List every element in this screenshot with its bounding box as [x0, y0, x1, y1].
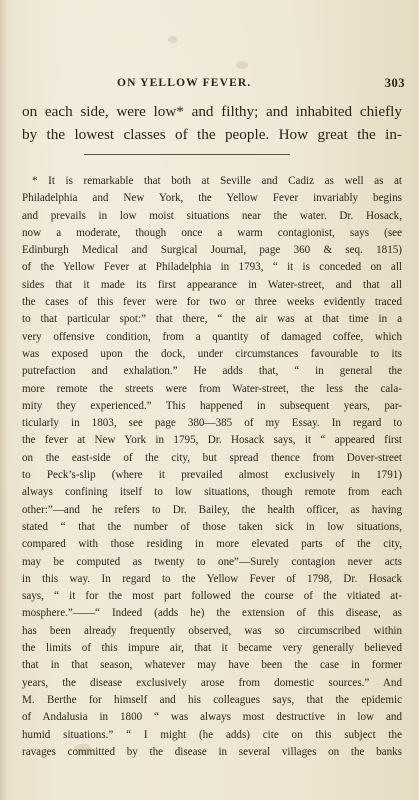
- page-number: 303: [384, 76, 405, 90]
- footnote-line: has been already frequently observed, was so circumscribed within: [22, 624, 402, 637]
- footnote-line: was exposed upon the dock, under circumstances favourable to its: [22, 347, 402, 360]
- footnote-line: on the east-side of the city, but spread thence from Dover-street: [22, 451, 402, 464]
- footnote-line: the cases of this fever were for two or three weeks evidently traced: [22, 296, 402, 309]
- running-title: ON YELLOW FEVER.: [117, 77, 252, 89]
- footnote-line: stated “ that the number of those taken sick in low situations,: [22, 520, 402, 533]
- footnote-line: may be computed as twenty to one”—Surely contagion never acts: [22, 555, 402, 568]
- footnote-line: compared with those residing in more elevated parts of the city,: [22, 538, 402, 551]
- footnote-line: putrefaction and exhalation.” He adds that, “ in general the: [22, 365, 402, 378]
- footnote-line: mosphere.”——“ Indeed (adds he) the extension of this disease, as: [22, 607, 402, 620]
- footnote-line: years, the disease exclusively arose from domestic sources.” And: [22, 676, 402, 689]
- footnote-line: Edinburgh Medical and Surgical Journal, page 360 & seq. 1815): [22, 244, 402, 257]
- footnote-line: Philadelphia and New York, the Yellow Fever invariably begins: [22, 192, 402, 205]
- footnote-line: other:”—and he refers to Dr. Bailey, the health officer, as having: [22, 503, 402, 516]
- footnote-line: says, “ it for the most part followed the course of the vitiated at-: [22, 590, 402, 603]
- footnote-line: ticularly in 1803, see page 380—385 of my Essay. In regard to: [22, 417, 402, 430]
- running-head: [0, 77, 419, 95]
- footnote-line: M. Berthe for himself and his colleagues says, that the epidemic: [22, 693, 402, 706]
- main-text: [22, 100, 402, 146]
- footnote-line: mity they experienced.” This happened in subsequent years, par-: [22, 399, 402, 412]
- paper-stain: [236, 61, 248, 69]
- footnote-line: of Andalusia in 1800 “ was always most destructive in low and: [22, 711, 402, 724]
- footnote-line: more remote the streets were from Water-street, the less the cala-: [22, 382, 402, 395]
- paper-stain: [168, 36, 178, 43]
- footnote-line: of the Yellow Fever at Philadelphia in 1793, “ it is conceded on all: [22, 261, 402, 274]
- footnote-line: ravages committed by the disease in several villages on the banks: [22, 745, 402, 758]
- footnote-line: the fever at New York in 1795, Dr. Hosack says, it “ appeared first: [22, 434, 402, 447]
- footnote-line: now a moderate, though once a warm contagionist, says (see: [22, 226, 402, 239]
- footnote-line: * It is remarkable that both at Seville and Cadiz as well as at: [32, 175, 402, 187]
- footnote-line: the limits of this impure air, that it became very generally believed: [22, 642, 402, 655]
- footnote-line: humid situations.” “ I might (he adds) cite on this subject the: [22, 728, 402, 741]
- footnote-line: that in that season, whatever may have been the case in former: [22, 659, 402, 672]
- footnote-line: to that particular spot:” that there, “ the air was at that time in a: [22, 313, 402, 326]
- main-text-line: on each side, were low* and filthy; and inhabited chiefly: [22, 103, 402, 120]
- footnote-line: very offensive condition, from a quantity of damaged coffee, which: [22, 330, 402, 343]
- footnote-line: in this way. In regard to the Yellow Fever of 1798, Dr. Hosack: [22, 572, 402, 585]
- footnote-line: always confining itself to low situations, though remote from each: [22, 486, 402, 499]
- footnote: [22, 173, 402, 761]
- footnote-divider: [84, 154, 290, 155]
- footnote-line: sides that it made its first appearance in Water-street, and that all: [22, 278, 402, 291]
- main-text-line: by the lowest classes of the people. How great the in-: [22, 126, 402, 143]
- footnote-line: and prevails in low moist situations near the water. Dr. Hosack,: [22, 209, 402, 222]
- footnote-line: to Peck’s-slip (where it prevailed almost exclusively in 1791): [22, 469, 402, 482]
